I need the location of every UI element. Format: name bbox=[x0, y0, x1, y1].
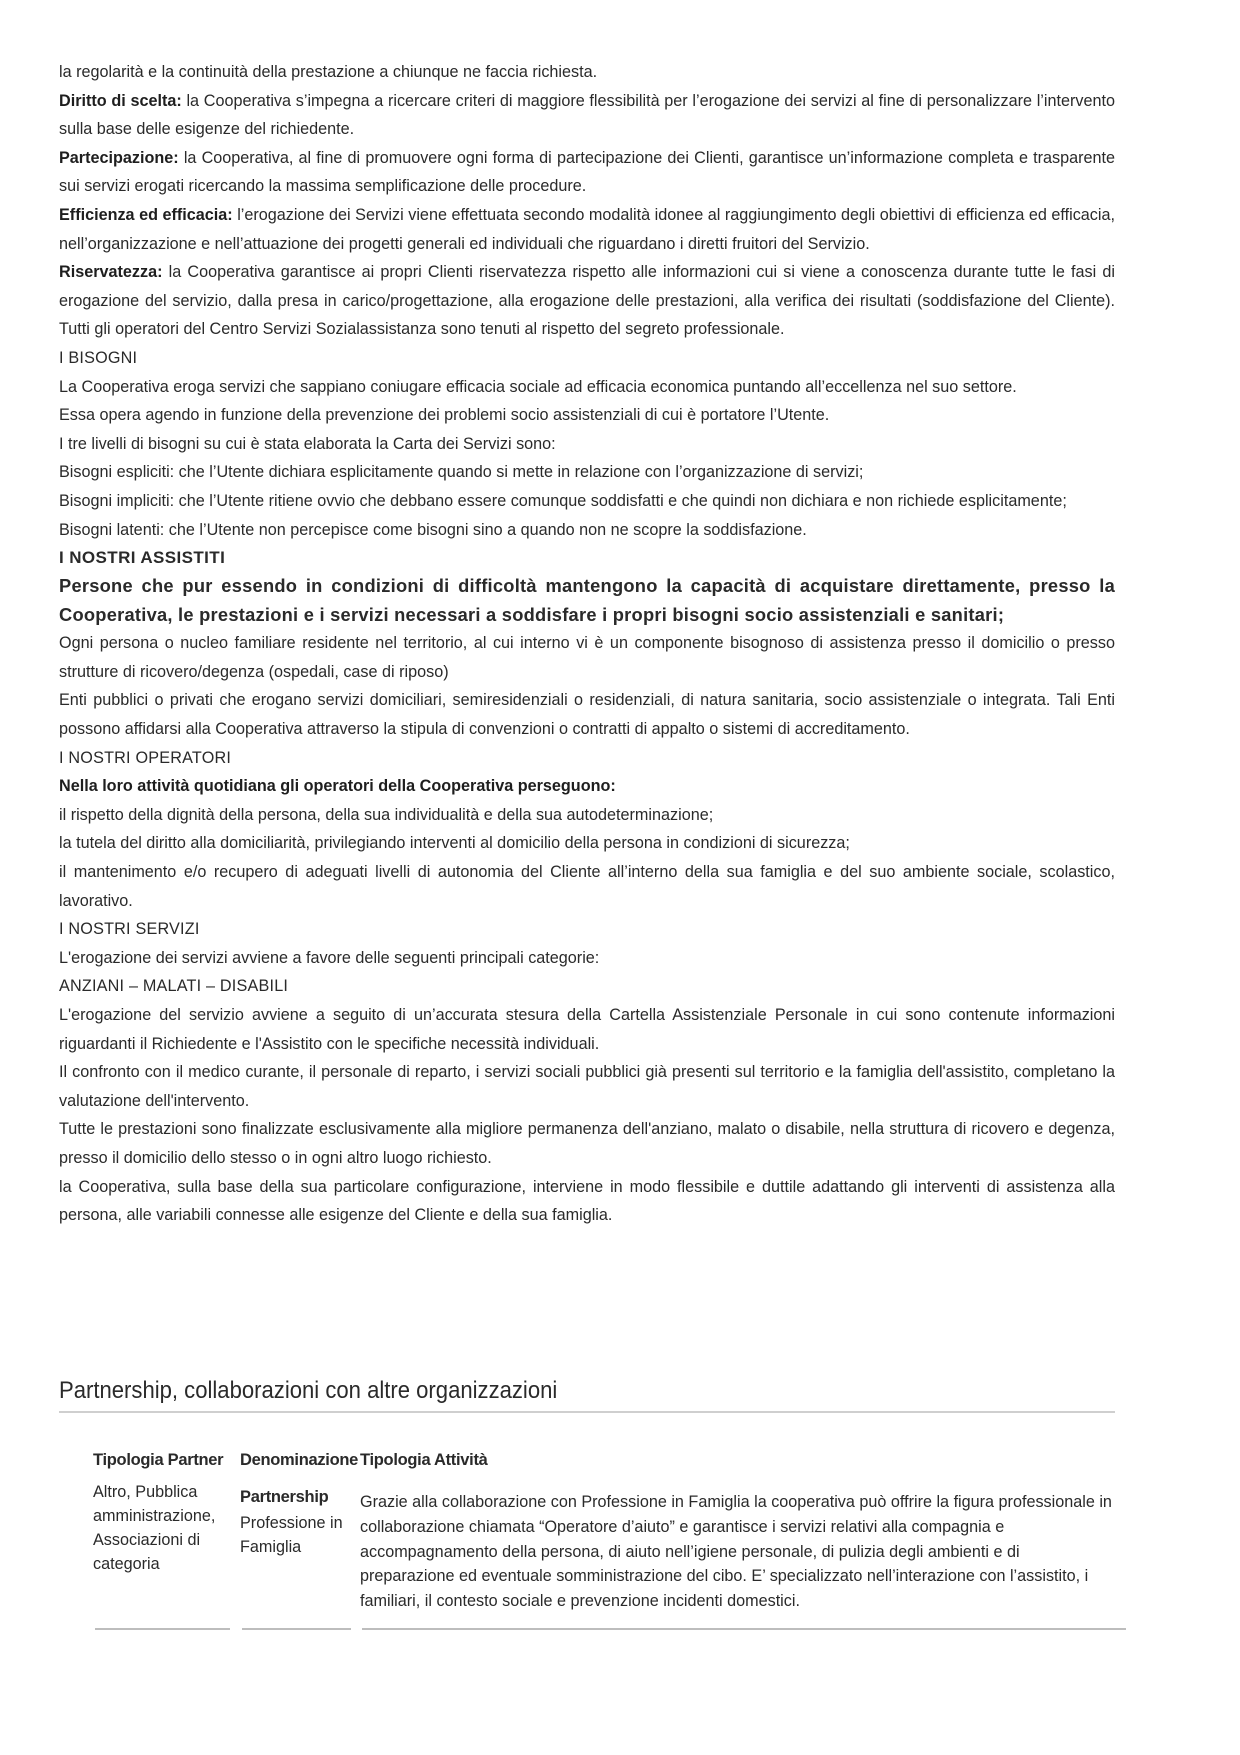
heading-bisogni: I BISOGNI bbox=[59, 348, 138, 367]
column-header-denominazione: Denominazione bbox=[240, 1451, 359, 1469]
table-bottom-rule bbox=[362, 1628, 1126, 1630]
principle-diritto-di-scelta: Diritto di scelta: la Cooperativa s’impegna a ricercare criteri di maggiore flessibilità per l’erogazione dei servizi al fine di personalizzare l’intervento sulla base delle esigenze del richiedente. bbox=[59, 91, 1115, 139]
principle-continuita: la regolarità e la continuità della prestazione a chiunque ne faccia richiesta. bbox=[59, 63, 598, 81]
categories: ANZIANI – MALATI – DISABILI bbox=[59, 977, 289, 996]
paragraph: Ogni persona o nucleo familiare residente nel territorio, al cui interno vi è un componente bisognoso di assistenza presso il domicilio o presso strutture di ricovero/degenza (ospedali, case di riposo) bbox=[59, 634, 1115, 681]
operatori-lead: Nella loro attività quotidiana gli operatori della Cooperativa perseguono: bbox=[59, 777, 616, 796]
column-header-tipologia-partner: Tipologia Partner bbox=[93, 1451, 224, 1469]
paragraph: Bisogni espliciti: che l’Utente dichiara esplicitamente quando si mette in relazione con l’organizzazione di servizi; bbox=[59, 463, 864, 482]
paragraph: I tre livelli di bisogni su cui è stata elaborata la Carta dei Servizi sono: bbox=[59, 434, 556, 453]
principle-riservatezza: Riservatezza: la Cooperativa garantisce ai propri Clienti riservatezza rispetto alle informazioni cui si viene a conoscenza durante tutte le fasi di erogazione del servizio, dalla presa in carico/progettazione, alla erogazione delle prestazioni, alla verifica dei risultati (soddisfazione del Cliente). Tutti gli operatori del Centro Servizi Sozialassistanza sono tenuti al rispetto del segreto professionale. bbox=[59, 263, 1115, 339]
paragraph: Enti pubblici o privati che erogano servizi domiciliari, semiresidenziali o residenziali, di natura sanitaria, socio assistenziale o integrata. Tali Enti possono affidarsi alla Cooperativa attraverso la stipula di convenzioni o contratti di appalto o sistemi di accreditamento. bbox=[59, 691, 1115, 739]
paragraph: Bisogni latenti: che l’Utente non percepisce come bisogni sino a quando non ne scopre la soddisfazione. bbox=[59, 520, 807, 539]
paragraph: Tutte le prestazioni sono finalizzate esclusivamente alla migliore permanenza dell'anziano, malato o disabile, nella struttura di ricovero e degenza, presso il domicilio dello stesso o in ogni altro luogo richiesto. bbox=[59, 1120, 1115, 1167]
column-header-tipologia-attivita: Tipologia Attività bbox=[360, 1451, 488, 1469]
paragraph: L'erogazione dei servizi avviene a favore delle seguenti principali categorie: bbox=[59, 948, 600, 967]
assistiti-lead: Persone che pur essendo in condizioni di difficoltà mantengono la capacità di acquistare direttamente, presso la Cooperativa, le prestazioni e i servizi necessari a soddisfare i propri bisogni socio assistenziali e sanitari; bbox=[59, 575, 1115, 625]
principle-efficienza: Efficienza ed efficacia: l’erogazione dei Servizi viene effettuata secondo modalità idonee al raggiungimento degli obiettivi di efficienza ed efficacia, nell’organizzazione e nell’attuazione dei progetti generali ed individuali che riguardano i diretti fruitori del Servizio. bbox=[59, 205, 1115, 253]
paragraph: il mantenimento e/o recupero di adeguati livelli di autonomia del Cliente all’interno della sua famiglia e del suo ambiente sociale, scolastico, lavorativo. bbox=[59, 863, 1115, 910]
denominazione-value: Professione in Famiglia bbox=[240, 1514, 343, 1556]
heading-operatori: I NOSTRI OPERATORI bbox=[59, 748, 232, 767]
paragraph: L'erogazione del servizio avviene a seguito di un’accurata stesura della Cartella Assistenziale Personale in cui sono contenute informazioni riguardanti il Richiedente e l'Assistito con le specifiche necessità individuali. bbox=[59, 1006, 1115, 1053]
paragraph: Bisogni impliciti: che l’Utente ritiene ovvio che debbano essere comunque soddisfatti e che quindi non dichiara e non richiede esplicitamente; bbox=[59, 491, 1067, 510]
principle-partecipazione: Partecipazione: la Cooperativa, al fine di promuovere ogni forma di partecipazione dei Clienti, garantisce un’informazione completa e trasparente sui servizi erogati ricercando la massima semplificazione delle procedure. bbox=[59, 148, 1115, 196]
cell-tipologia-partner: Altro, Pubblica amministrazione, Associazioni di categoria bbox=[93, 1483, 216, 1573]
section-divider bbox=[59, 1411, 1115, 1413]
denominazione-label: Partnership bbox=[240, 1488, 329, 1506]
heading-servizi: I NOSTRI SERVIZI bbox=[59, 920, 200, 939]
paragraph: Il confronto con il medico curante, il personale di reparto, i servizi sociali pubblici già presenti sul territorio e la famiglia dell'assistito, completano la valutazione dell'intervento. bbox=[59, 1063, 1115, 1110]
cell-tipologia-attivita: Grazie alla collaborazione con Professione in Famiglia la cooperativa può offrire la figura professionale in collaborazione chiamata “Operatore d’aiuto” e garantisce i servizi relativi alla compagnia e accompagnamento della persona, di aiuto nell’igiene personale, di pulizia degli ambienti e di preparazione ed eventuale somministrazione del cibo. E’ specializzato nell’interazione con l’assistito, i familiari, il contesto sociale e prevenzione incidenti domestici. bbox=[360, 1493, 1112, 1611]
paragraph: La Cooperativa eroga servizi che sappiano coniugare efficacia sociale ad efficacia economica puntando all’eccellenza nel suo settore. bbox=[59, 377, 1017, 396]
paragraph: Essa opera agendo in funzione della prevenzione dei problemi socio assistenziali di cui è portatore l’Utente. bbox=[59, 406, 830, 425]
body-text bbox=[59, 58, 1115, 1230]
table-bottom-rule bbox=[95, 1628, 230, 1630]
paragraph: la Cooperativa, sulla base della sua particolare configurazione, interviene in modo flessibile e duttile adattando gli interventi di assistenza alla persona, alle variabili connesse alle esigenze del Cliente e della sua famiglia. bbox=[59, 1177, 1115, 1225]
heading-assistiti: I NOSTRI ASSISTITI bbox=[59, 548, 226, 568]
table-bottom-rule bbox=[242, 1628, 351, 1630]
cell-denominazione bbox=[240, 1485, 358, 1559]
section-title-partnership: Partnership, collaborazioni con altre organizzazioni bbox=[59, 1377, 558, 1404]
paragraph: la tutela del diritto alla domiciliarità, privilegiando interventi al domicilio della persona in condizioni di sicurezza; bbox=[59, 834, 850, 853]
paragraph: il rispetto della dignità della persona, della sua individualità e della sua autodeterminazione; bbox=[59, 805, 714, 824]
